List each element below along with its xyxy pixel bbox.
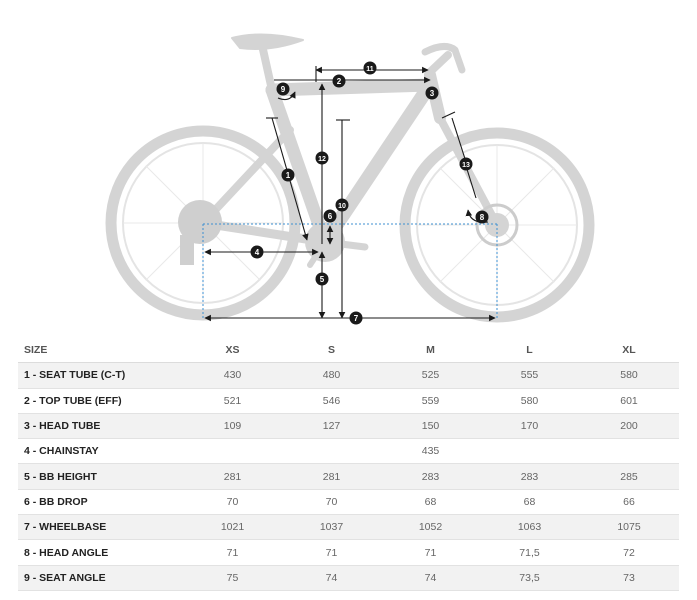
table-row <box>18 413 679 438</box>
row-label: 2 - TOP TUBE (EFF) <box>24 394 122 407</box>
row-value: 1052 <box>418 521 443 534</box>
row-value: 525 <box>421 369 440 382</box>
row-value: 430 <box>223 369 242 382</box>
row-value: 580 <box>520 394 539 407</box>
row-value: 480 <box>322 369 341 382</box>
table-row <box>18 388 679 413</box>
row-value: 580 <box>620 369 638 382</box>
svg-text:11: 11 <box>366 66 374 73</box>
svg-text:2: 2 <box>336 77 342 86</box>
table-header-row <box>18 338 679 363</box>
svg-text:4: 4 <box>254 248 260 257</box>
marker-13 <box>460 158 473 171</box>
marker-6 <box>324 210 337 223</box>
table-row <box>18 464 679 489</box>
row-value: 283 <box>520 470 539 483</box>
row-value: 71 <box>325 546 338 559</box>
table-row <box>18 363 679 388</box>
row-value: 72 <box>623 546 635 559</box>
marker-2 <box>333 75 346 88</box>
marker-7 <box>350 312 363 325</box>
row-label: 3 - HEAD TUBE <box>24 420 101 433</box>
row-value: 71 <box>226 546 239 559</box>
row-value: 1037 <box>319 521 344 534</box>
row-value: 70 <box>325 495 338 508</box>
row-value: 521 <box>223 394 242 407</box>
row-label: 9 - SEAT ANGLE <box>24 571 106 584</box>
bike-silhouette <box>111 34 589 317</box>
row-value: 200 <box>620 420 638 433</box>
table-row <box>18 515 679 540</box>
row-value: 281 <box>322 470 341 483</box>
svg-text:6: 6 <box>327 212 333 221</box>
svg-text:1: 1 <box>285 171 291 180</box>
row-value: 546 <box>322 394 341 407</box>
row-value: 109 <box>223 420 242 433</box>
column-header-l: L <box>480 338 579 363</box>
row-value: 559 <box>421 394 440 407</box>
column-header-xs: XS <box>183 338 282 363</box>
table-row <box>18 489 679 514</box>
marker-11 <box>364 62 377 75</box>
row-value: 71 <box>424 546 437 559</box>
row-value: 1021 <box>220 521 245 534</box>
svg-text:3: 3 <box>429 89 435 98</box>
row-value: 281 <box>223 470 242 483</box>
column-header-s: S <box>282 338 381 363</box>
marker-12 <box>316 152 329 165</box>
row-label: 4 - CHAINSTAY <box>24 445 99 458</box>
svg-text:7: 7 <box>353 314 359 323</box>
row-value: 68 <box>424 495 437 508</box>
svg-text:5: 5 <box>319 275 325 284</box>
row-value: 435 <box>421 445 440 458</box>
marker-9 <box>277 83 290 96</box>
row-value: 283 <box>421 470 440 483</box>
column-header-xl: XL <box>579 338 679 363</box>
svg-text:10: 10 <box>338 203 346 210</box>
dimension-lines <box>205 66 495 318</box>
table-row <box>18 565 679 590</box>
row-value: 70 <box>226 495 239 508</box>
row-value: 127 <box>322 420 341 433</box>
row-value: 170 <box>520 420 539 433</box>
marker-1 <box>282 169 295 182</box>
marker-3 <box>426 87 439 100</box>
column-header-m: M <box>381 338 480 363</box>
row-value <box>183 439 282 464</box>
row-label: 8 - HEAD ANGLE <box>24 546 109 559</box>
row-value: 74 <box>424 571 437 584</box>
row-value: 74 <box>325 571 338 584</box>
row-label: 6 - BB DROP <box>24 495 88 508</box>
row-value: 285 <box>620 470 638 483</box>
row-value <box>282 439 381 464</box>
column-header-size: SIZE <box>18 338 183 363</box>
svg-text:9: 9 <box>280 85 286 94</box>
row-value: 555 <box>520 369 539 382</box>
marker-10 <box>336 199 349 212</box>
row-value <box>579 439 679 464</box>
row-label: 7 - WHEELBASE <box>24 521 107 534</box>
svg-text:12: 12 <box>318 156 326 163</box>
marker-8 <box>476 211 489 224</box>
row-value: 1063 <box>517 521 542 534</box>
svg-text:13: 13 <box>462 162 470 169</box>
row-value: 601 <box>620 394 638 407</box>
row-value: 73 <box>623 571 635 584</box>
row-label: 5 - BB HEIGHT <box>24 470 97 483</box>
row-value: 1075 <box>617 521 641 534</box>
row-value: 68 <box>523 495 536 508</box>
row-value: 75 <box>226 571 239 584</box>
row-label: 1 - SEAT TUBE (C-T) <box>24 369 126 382</box>
table-row <box>18 540 679 565</box>
row-value <box>480 439 579 464</box>
row-value: 71,5 <box>519 546 540 559</box>
table-row <box>18 439 679 464</box>
marker-5 <box>316 273 329 286</box>
row-value: 66 <box>623 495 635 508</box>
svg-text:8: 8 <box>479 213 485 222</box>
geometry-table <box>18 338 679 591</box>
marker-4 <box>251 246 264 259</box>
row-value: 73,5 <box>519 571 540 584</box>
row-value: 150 <box>421 420 440 433</box>
